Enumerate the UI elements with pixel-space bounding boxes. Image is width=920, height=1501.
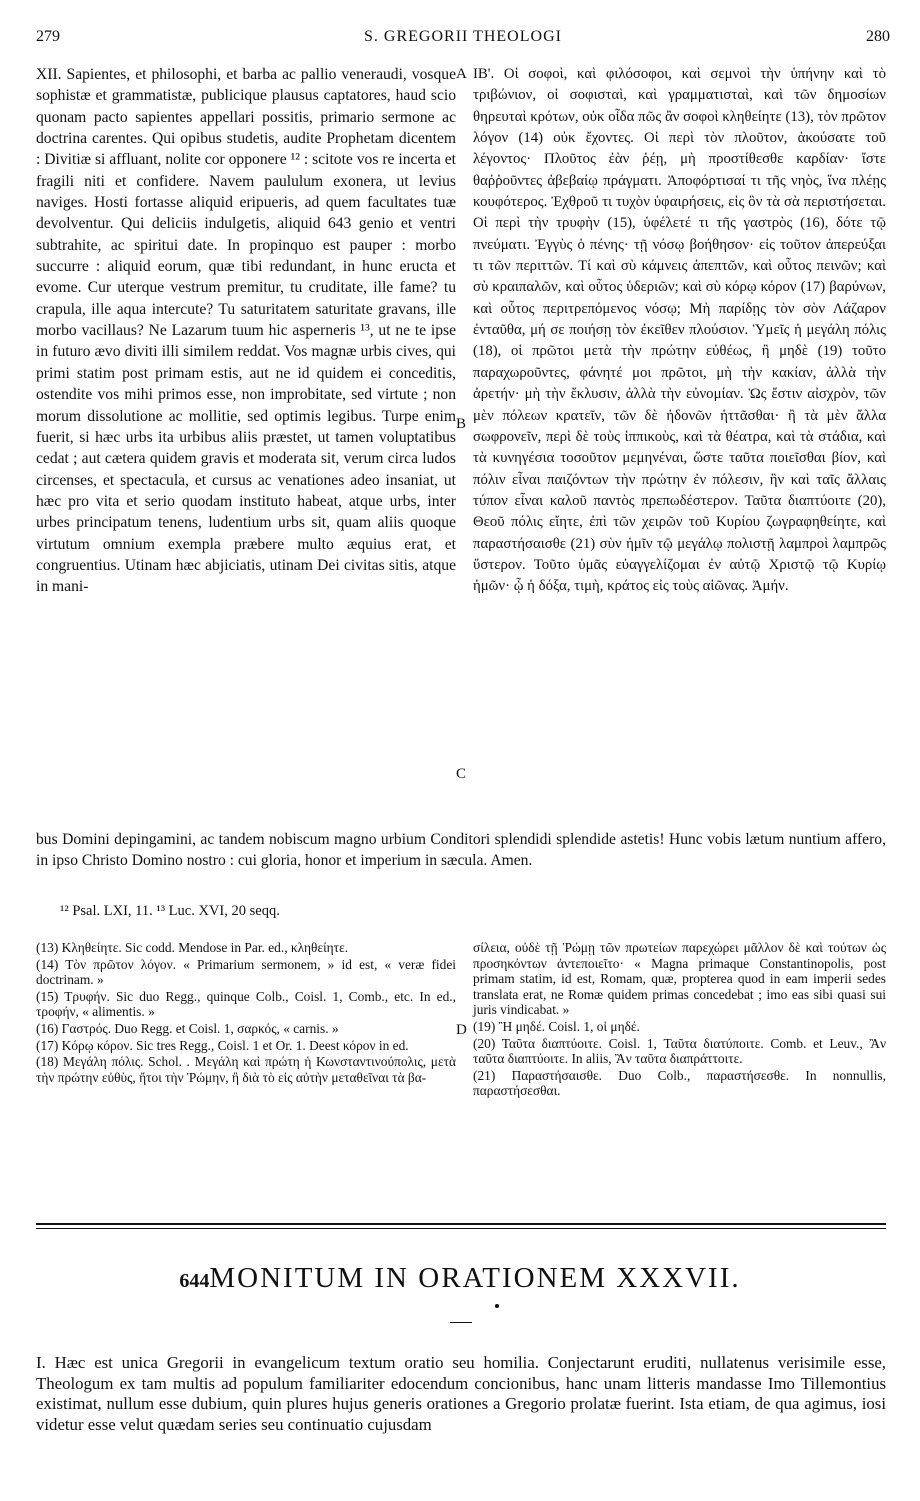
running-header: [36, 28, 890, 52]
section-title: MONITUM IN ORATIONEM XXXVII.: [209, 1262, 741, 1294]
ornament-dash: [450, 1322, 472, 1323]
intro-paragraph: I. Hæc est unica Gregorii in evangelicum textum oratio seu homilia. Conjectarunt eruditi, nullatenus verisimile esse, Theologum ex tam multis ad populum familiariter edocendum concionibus, hanc unam litteris mandasse Imo Tillemontius existimat, nullum esse dubium, quin plures hujus generis orationes a Gregorio prolatæ fuerint. Ista etiam, de qua agimus, iosi videtur esse velut quædam series seu continuatio cujusdam: [36, 1353, 886, 1434]
note: (17) Κόρῳ κόρον. Sic tres Regg., Coisl. 1 et Or. 1. Deest κόρον in ed.: [36, 1037, 409, 1053]
page-number-left: 279: [36, 28, 60, 45]
section-rule-bottom: [36, 1228, 886, 1229]
scripture-citations: ¹² Psal. LXI, 11. ¹³ Luc. XVI, 20 seqq.: [60, 903, 280, 919]
note: (15) Τρυφήν. Sic duo Regg., quinque Colb., Coisl. 1, Comb., etc. In ed., τροφήν, « alimentis. »: [36, 988, 456, 1020]
page-number-right: 280: [866, 28, 890, 45]
note: (13) Κληθείητε. Sic codd. Mendose in Par. ed., κληθείητε.: [36, 940, 349, 955]
notes-left: [36, 940, 456, 1086]
note: (16) Γαστρός. Duo Regg. et Coisl. 1, σαρκός, « carnis. »: [36, 1020, 339, 1036]
note: (21) Παραστήσαισθε. Duo Colb., παραστήσεσθε. In nonnullis, παραστήσεσθαι.: [473, 1067, 886, 1099]
section-heading: [0, 1262, 920, 1295]
note: (18) Μεγάλη πόλις. Schol. . Μεγάλη καὶ πρώτη ἡ Κωνσταντινούπολις, μετὰ τὴν πρώτην εὐθὺς, ἤτοι τὴν Ῥώμην, ἢ διὰ τὸ εἰς αὐτὴν μεταθεῖναι τὰ βα-: [36, 1054, 456, 1085]
ornament-dot: [495, 1304, 499, 1308]
margin-letter-a: A: [456, 66, 467, 82]
note: (20) Ταῦτα διαπτύοιτε. Coisl. 1, Ταῦτα διατύποιτε. Comb. et Leuv., Ἂν ταῦτα διαπτύοιτε. In aliis, Ἂν ταῦτα διαπράττοιτε.: [473, 1035, 886, 1067]
note: (14) Τὸν πρῶτον λόγον. « Primarium sermonem, » id est, « veræ fidei doctrinam. »: [36, 956, 456, 988]
latin-column: XII. Sapientes, et philosophi, et barba ac pallio veneraudi, vosque sophistæ et grammatistæ, publicique plausus captatores, haud scio quonam pacto sapientes appellari possitis, primario sermone ac doctrina carentes. Qui opibus studetis, audite Prophetam dicentem : Divitiæ si affluant, nolite cor opponere ¹² : scitote vos re incerta et fragili niti et confidere. Navem paululum exonera, ut levius naviges. Hosti fortasse aliquid eripueris, ad quem facultates tuæ devolventur. Qui deliciis indulgetis, aliquid 643 genio et ventri subtrahite, ac spiritui date. In propinquo est pauper : morbo succurre : aliquid eorum, quæ tibi redundant, in hunc eructa et evome. Cur uterque vestrum premitur, tu cruditate, ille fame? tu crapula, ille aqua intercute? Tu saturitatem saturitate gravans, ille morbo vacillaus? Ne Lazarum tuum hic asperneris ¹³, ut ne te ipse in futuro ævo diviti illi similem reddat. Vos magnæ urbis cives, qui primi statim post primam estis, aut ne id quidem ei conceditis, ostendite vos mihi primos esse, non improbitate, sed virtute ; non morum dissolutione ac mollitie, sed optimis legibus. Turpe enim fuerit, si hæc urbs ita urbibus aliis præstet, ut tamen voluptatibus cedat ; aut cætera quidem gravis et moderata sit, verum circa ludos circenses, et spectacula, et cursus ac venationes adeo insaniat, ut hæc pro vita et serio quodam instituto habeat, atque urbs, inter urbes principatum tenens, ludentium urbs sit, quam aliis quoque virtutum omnium exempla præbere multo æquius erat, et congruentius. Utinam hæc abjiciatis, utinam Dei civitas sitis, atque in mani-: [36, 66, 456, 596]
section-column-number: 644: [179, 1270, 210, 1292]
running-title: S. GREGORII THEOLOGI: [364, 28, 562, 45]
margin-letter-b: B: [456, 416, 467, 432]
latin-continuation: bus Domini depingamini, ac tandem nobiscum magno urbium Conditori splendidi splendide astetis! Hunc vobis lætum nuntium affero, in ipso Christo Domino nostro : cui gloria, honor et imperium in sæcula. Amen.: [36, 831, 886, 869]
note: (19) Ἢ μηδέ. Coisl. 1, οἱ μηδέ.: [473, 1018, 640, 1034]
margin-letter-c: C: [456, 766, 467, 782]
section-rule-top: [36, 1223, 886, 1225]
notes-right: [473, 940, 886, 1100]
margin-letter-d: D: [456, 1022, 467, 1038]
note: σίλεια, οὐδὲ τῇ Ῥώμῃ τῶν πρωτείων παρεχώρει μᾶλλον δὲ καὶ τούτων ὡς προσηκόντων ἀντεποιεῖτο· « Magna primaque Constantinopolis, post primam statim, id est, Romam, quæ, propterea quod in eam imperii sedes translata erat, ne Romæ quidem primas concedebat ; imo eas sibi quasi sui juris vindicabat. »: [473, 940, 886, 1018]
greek-column: ΙΒ'. Οἱ σοφοὶ, καὶ φιλόσοφοι, καὶ σεμνοὶ τὴν ὑπήνην καὶ τὸ τριβώνιον, οἱ σοφισταὶ, καὶ γραμματισταὶ, καὶ τῶν δημοσίων θηρευταὶ κρότων, οὐκ οἶδα πῶς ἂν σοφοὶ κληθείητε (13), τὸν πρῶτον λόγον (14) οὐκ ἔχοντες. Οἱ περὶ τὸν πλοῦτον, ἀκούσατε τοῦ λέγοντος· Πλοῦτος ἐὰν ῥέῃ, μὴ προστίθεσθε καρδίαν· ἴστε θαῤῥοῦντες ἀβεβαίῳ πράγματι. Ἀποφόρτισαί τι τῆς νηὸς, ἵνα πλέῃς κουφότερος. Ἐχθροῦ τι τυχὸν ὑφαιρήσεις, εἰς ὃν τὰ σὰ περιστήσεται. Οἱ περὶ τὴν τρυφὴν (15), ὑφέλετέ τι τῆς γαστρὸς (16), δότε τῷ πνεύματι. Ἐγγὺς ὁ πένης· τῇ νόσῳ βοήθησον· εἰς τοῦτον ἀπερεύξαι τι τῶν περιττῶν. Τί καὶ σὺ κάμνεις ἀπεπτῶν, καὶ οὗτος πεινῶν; καὶ σὺ κραιπαλῶν, καὶ οὗτος ὑδεριῶν; καὶ σὺ κόρῳ κόρον (17) βαρύνων, καὶ οὗτος περιτρεπόμενος νόσῳ; Μὴ παρίδῃς τὸν σὸν Λάζαρον ἐνταῦθα, μή σε ποιήσῃ τὸν ἐκεῖθεν πλούσιον. Ὑμεῖς ἡ μεγάλη πόλις (18), οἱ πρῶτοι μετὰ τὴν πρώτην εὐθέως, ἢ μηδὲ (19) τοῦτο παραχωροῦντες, φάνητέ μοι πρῶτοι, μὴ τὴν κακίαν, ἀλλὰ τὴν ἀρετήν· μὴ τὴν ἔκλυσιν, ἀλλὰ τὴν εὐνομίαν. Ὡς ἔστιν αἰσχρὸν, τῶν μὲν πόλεων κρατεῖν, τῶν δὲ ἡδονῶν ἡττᾶσθαι· ἢ τὰ μὲν ἄλλα σωφρονεῖν, περὶ δὲ τοὺς ἱππικοὺς, καὶ τὰ θέατρα, καὶ τὰ στάδια, καὶ τὰ κυνηγέσια τοσοῦτον μεμηνέναι, ὥστε ταῦτα ποιεῖσθαι βίον, καὶ πόλιν εἶναι παιζόντων τὴν πρώτην ἐν πόλεσιν, ἣν καὶ ταῖς ἄλλαις τύπον εἶναι καλοῦ παντὸς πρεπωδέστερον. Ταῦτα διαπτύοιτε (20), Θεοῦ πόλις εἴητε, ἐπὶ τῶν χειρῶν τοῦ Κυρίου ζωγραφηθείητε, καὶ παραστήσαισθε (21) σὺν ἡμῖν τῷ μεγάλῳ πολιστῇ λαμπροὶ λαμπρῶς ὕστερον. Τοῦτο ὑμᾶς εὐαγγελίζομαι ἐν αὐτῷ Χριστῷ τῷ Κυρίῳ ἡμῶν· ᾧ ἡ δόξα, τιμὴ, κράτος εἰς τοὺς αἰῶνας. Ἀμήν.: [473, 66, 886, 595]
